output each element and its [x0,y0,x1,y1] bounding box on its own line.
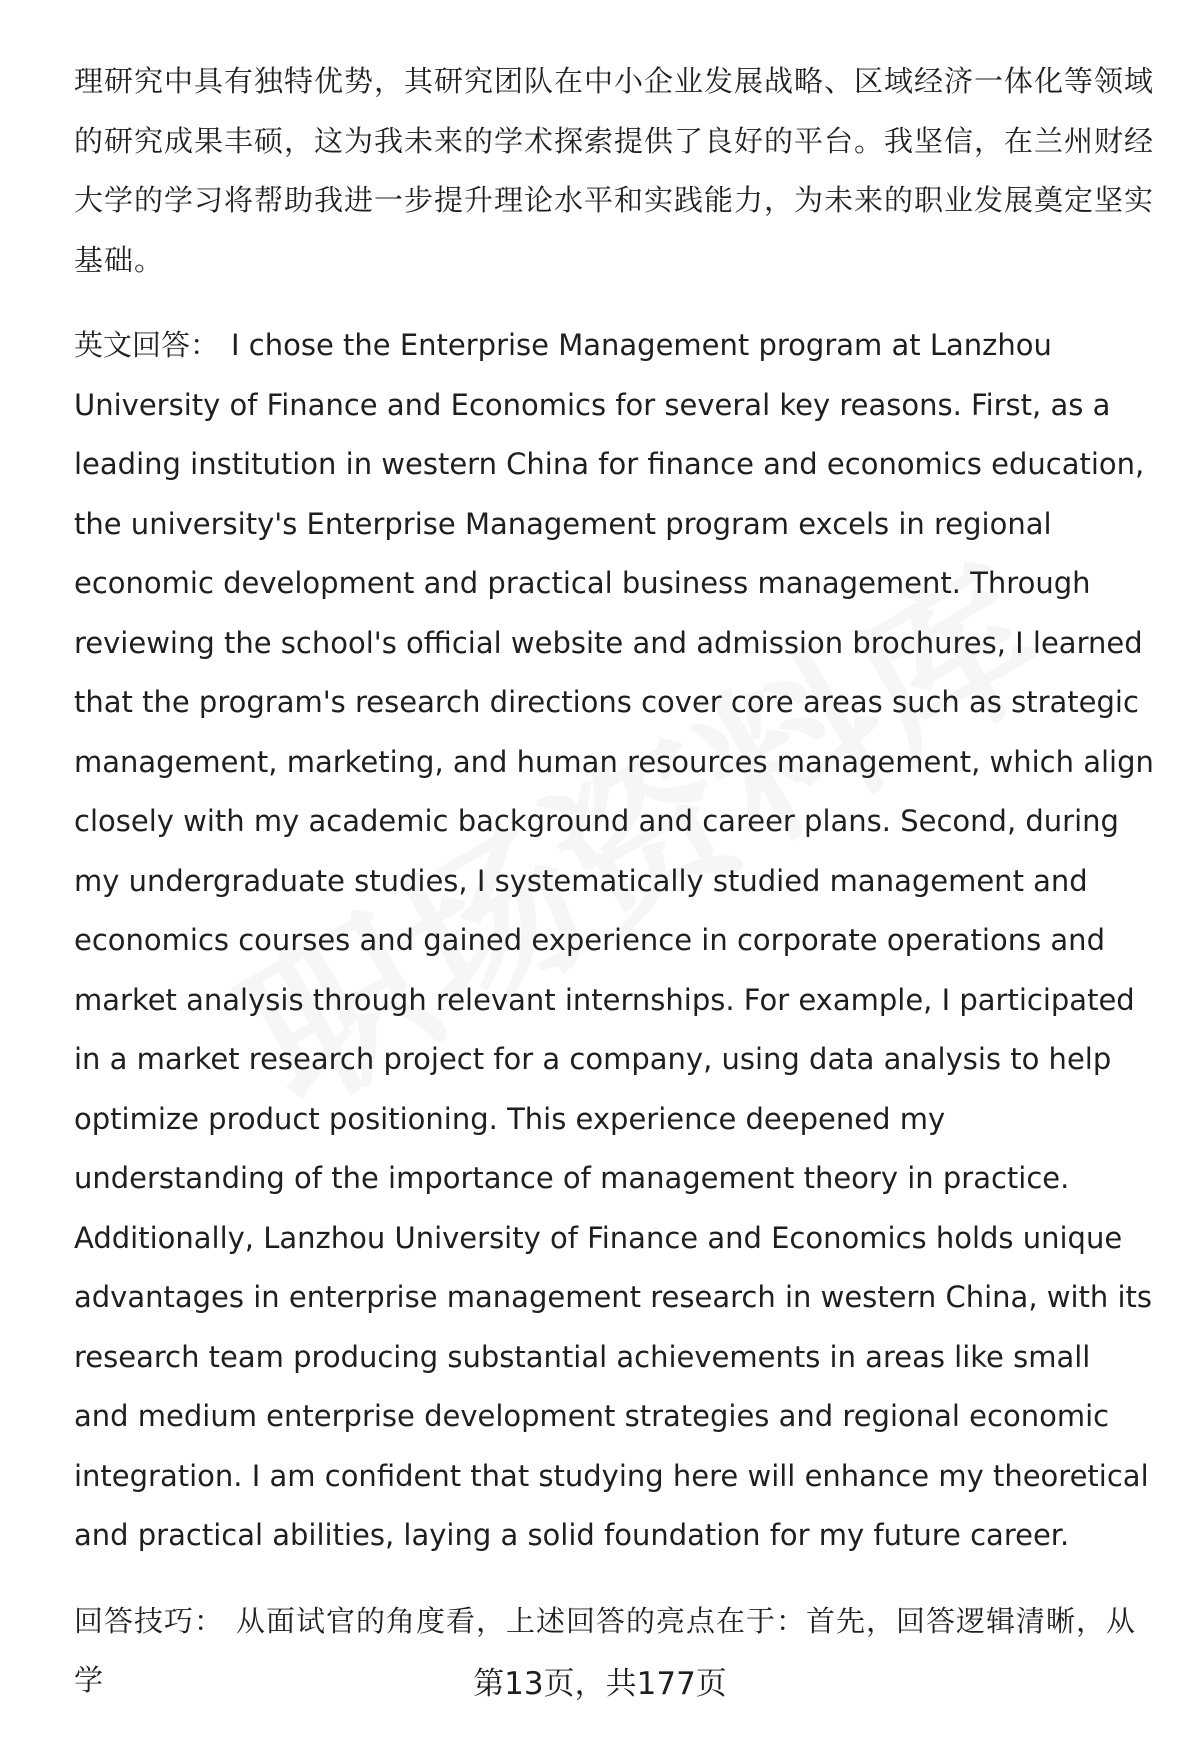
page-number: 第13页，共177页 [473,1666,727,1702]
answer-tips-text: 从面试官的角度看，上述回答的亮点在于：首先，回答逻辑清晰，从学 [74,1603,1137,1697]
document-body [74,52,1154,1711]
english-answer-paragraph [74,316,1154,1566]
answer-tips-label: 回答技巧： [74,1603,225,1638]
continued-paragraph: 理研究中具有独特优势，其研究团队在中小企业发展战略、区域经济一体化等领域的研究成果丰硕，这为我未来的学术探索提供了良好的平台。我坚信，在兰州财经大学的学习将帮助我进一步提升理论水平和实践能力，为未来的职业发展奠定坚实基础。 [74,64,1155,277]
english-answer-label: 英文回答： [74,328,220,362]
english-answer-text: I chose the Enterprise Management program at Lanzhou University of Finance and Economics for several key reasons. First, as a leading institution in western China for finance and economics education, the university's Enterprise Management program excels in regional economic development and practical business management. Through reviewing the school's official website and admission brochures, I learned that the program's research directions cover core areas such as strategic management, marketing, and human resources management, which align closely with my academic background and career plans. Second, during my undergraduate studies, I systematically studied management and economics courses and gained experience in corporate operations and market analysis through relevant internships. For example, I participated in a market research project for a company, using data analysis to help optimize product positioning. This experience deepened my understanding of the importance of management theory in practice. Additionally, Lanzhou University of Finance and Economics holds unique advantages in enterprise management research in western China, with its research team producing substantial achievements in areas like small and medium enterprise development strategies and regional economic integration. I am confident that studying here will enhance my theoretical and practical abilities, laying a solid foundation for my future career. [74,328,1154,1552]
